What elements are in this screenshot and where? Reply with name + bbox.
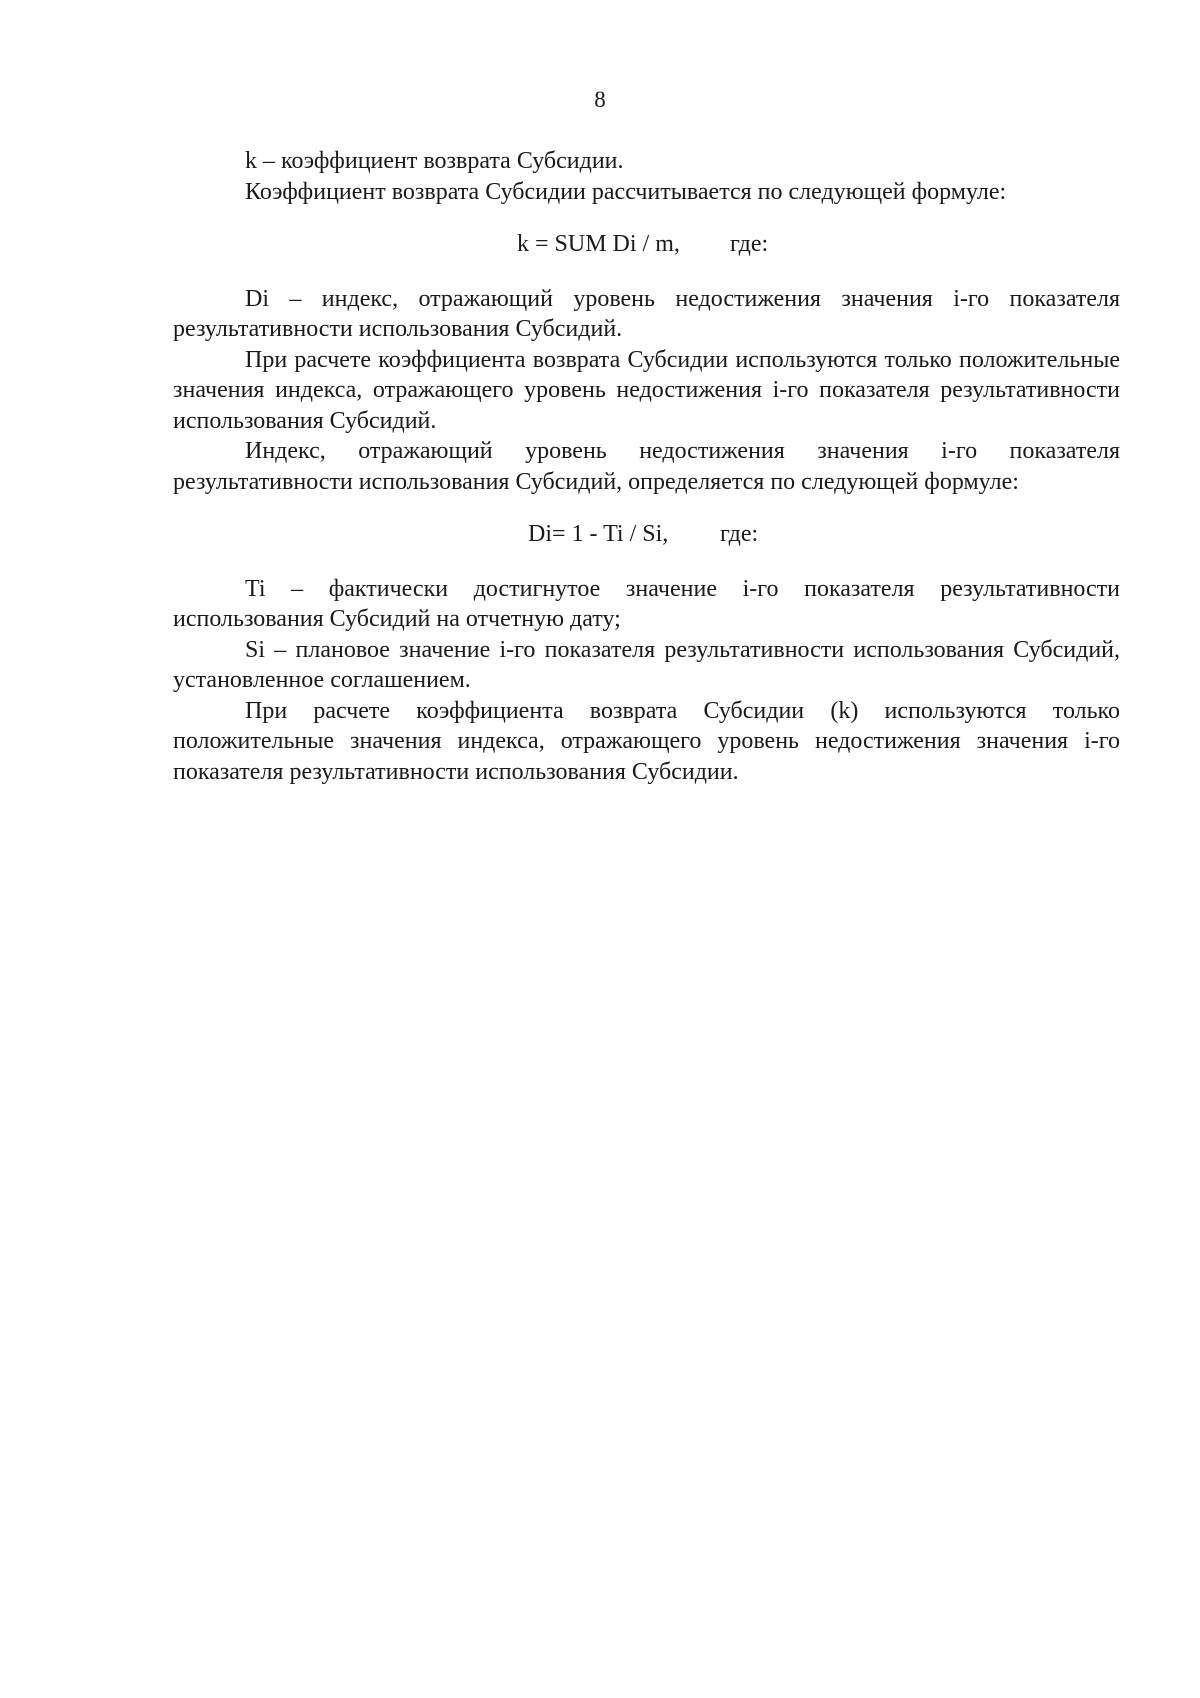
- paragraph-positive-values: При расчете коэффициента возврата Субсидии используются только положительные значения индекса, отражающего уровень недостижения i-го показателя результативности использования Субсидий.: [173, 346, 1120, 434]
- paragraph-k-formula-intro: Коэффициент возврата Субсидии рассчитывается по следующей формуле:: [245, 178, 1007, 205]
- paragraph-k-definition: k – коэффициент возврата Субсидии.: [245, 148, 624, 174]
- formula-k-expression: k = SUM Di / m,: [517, 231, 680, 257]
- paragraph-ti-definition: Ti – фактически достигнутое значение i-го показателя результативности использования Субсидий на отчетную дату;: [173, 575, 1120, 632]
- page-number: 8: [594, 87, 606, 112]
- formula-di: [173, 519, 1120, 550]
- formula-k-where: где:: [730, 231, 769, 257]
- paragraph-di-definition: Di – индекс, отражающий уровень недостижения значения i-го показателя результативности использования Субсидий.: [173, 285, 1120, 342]
- formula-di-where: где:: [720, 521, 759, 547]
- document-body: [173, 146, 1120, 787]
- paragraph-di-formula-intro: Индекс, отражающий уровень недостижения значения i-го показателя результативности использования Субсидий, определяется по следующей формуле:: [173, 438, 1120, 495]
- formula-k: [173, 229, 1120, 260]
- formula-di-expression: Di= 1 - Ti / Si,: [528, 521, 669, 547]
- paragraph-k-positive-values: При расчете коэффициента возврата Субсидии (k) используются только положительные значения индекса, отражающего уровень недостижения значения i-го показателя результативности использования Субсидии.: [173, 697, 1120, 785]
- paragraph-si-definition: Si – плановое значение i-го показателя результативности использования Субсидий, установленное соглашением.: [173, 636, 1120, 693]
